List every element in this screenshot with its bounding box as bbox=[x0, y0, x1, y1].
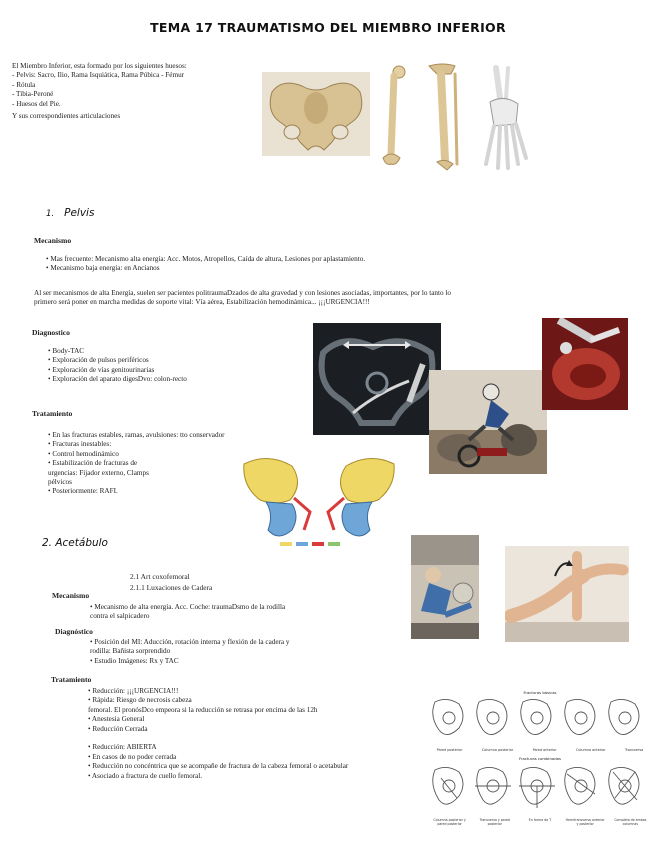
diagram-row-1-labels bbox=[427, 748, 653, 752]
leg-position-image bbox=[505, 546, 629, 642]
list-item: • Posición del MI: Aducción, rotación interna y flexión de la cadera y bbox=[90, 638, 290, 646]
surgery-image bbox=[542, 318, 628, 410]
acetabular-fracture-diagram bbox=[427, 690, 653, 842]
motorcycle-accident-image bbox=[429, 370, 547, 474]
list-item: • Mas frecuente: Mecanismo alta energía: Acc. Motos, Atropellos, Caída de altura, Lesiones por aplastamiento. bbox=[46, 255, 366, 263]
pelvis-tratamiento-list bbox=[48, 431, 225, 497]
list-item: • Control hemodinámico bbox=[48, 449, 119, 458]
pelvis-paragraph bbox=[34, 289, 451, 308]
diagram-row-2-labels bbox=[427, 818, 653, 826]
paragraph-line: Al ser mecanismos de alta Energía, suelen ser pacientes politraumaDzados de alta gravedad y con lesiones asociadas, importantes, por lo tanto lo bbox=[34, 289, 452, 297]
list-item: rodilla: Bañista sorprendido bbox=[90, 647, 171, 656]
list-item: • Body-TAC bbox=[48, 347, 85, 355]
list-item: • Mecanismo de alta energía. Acc. Coche: traumaDsmo de la rodilla bbox=[90, 603, 286, 611]
pelvis-diagnostico-list bbox=[48, 347, 187, 385]
list-item: contra el salpicadero bbox=[90, 612, 150, 621]
diagram-label: Columna posterior y pared posterior bbox=[433, 818, 466, 826]
list-item: • Exploración de pulsos periféricos bbox=[48, 356, 149, 365]
mecanismo-label: Mecanismo bbox=[52, 591, 90, 600]
intro-line: - Huesos del Pie. bbox=[12, 99, 61, 108]
subheading-art-coxofemoral: 2.1 Art coxofemoral bbox=[130, 572, 190, 581]
intro-line: - Tibia-Peroné bbox=[12, 90, 54, 99]
section-2-heading: 2. Acetábulo bbox=[42, 537, 108, 549]
acetabulo-diagnostico-list bbox=[90, 638, 290, 666]
tibia-fibula-image bbox=[423, 60, 465, 172]
diagnostico-label: Diagnóstico bbox=[55, 627, 93, 636]
diagram-row-1-icons bbox=[427, 696, 653, 746]
list-item: • Exploración de vías genitourinarias bbox=[48, 365, 155, 374]
tratamiento-label: Tratamiento bbox=[32, 409, 73, 418]
car-crash-image bbox=[411, 535, 479, 639]
list-item: • Reducción: ABIERTA bbox=[88, 743, 157, 752]
list-item: urgencias: Fijador externo, Clamps bbox=[48, 468, 149, 477]
diagram-label: En forma de T bbox=[528, 818, 552, 822]
diagram-label: Transversa bbox=[624, 748, 644, 752]
page-title: TEMA 17 TRAUMATISMO DEL MIEMBRO INFERIOR bbox=[150, 20, 506, 35]
list-item: • Mecanismo baja energía: en Ancianos bbox=[46, 264, 160, 273]
femur-image bbox=[378, 64, 408, 170]
list-item: • Reducción no concéntrica que se acompañe de fractura de la cabeza femoral o acetabular bbox=[88, 762, 349, 771]
acetabulo-tratamiento-list bbox=[88, 687, 348, 781]
list-item bbox=[88, 734, 348, 743]
section-number: 1. bbox=[46, 209, 55, 219]
diagram-label: Hemitransversa anterior y posterior bbox=[565, 818, 605, 826]
intro-line: - Rótula bbox=[12, 80, 36, 89]
mecanismo-label: Mecanismo bbox=[34, 236, 72, 245]
pelvis-anatomy-diagram bbox=[234, 450, 404, 552]
list-item: • Exploración del aparato digesDvo: colon-recto bbox=[48, 375, 187, 384]
list-item: • Asociado a fractura de cuello femoral. bbox=[88, 771, 203, 780]
intro-line: El Miembro Inferior, esta formado por los siguientes huesos: bbox=[12, 62, 187, 70]
list-item: • Estudio Imágenes: Rx y TAC bbox=[90, 656, 179, 665]
list-item: femoral. El pronósDco empeora si la reducción se retrasa por encima de las 12h bbox=[88, 705, 318, 714]
diagram-label: Transversa y pared posterior bbox=[479, 818, 510, 826]
diagram-label: Pared anterior bbox=[532, 748, 557, 752]
pelvis-xray-image bbox=[313, 323, 441, 435]
acetabulo-mecanismo-list bbox=[90, 603, 285, 622]
subheading-luxaciones: 2.1.1 Luxaciones de Cadera bbox=[130, 583, 213, 592]
intro-block bbox=[12, 62, 187, 121]
list-item: • Posteriormente: RAFI. bbox=[48, 487, 118, 496]
pelvis-mecanismo-list bbox=[46, 255, 365, 274]
diagnostico-label: Diagnostico bbox=[32, 328, 70, 337]
list-item: • En las fracturas estables, ramas, avulsiones: tto conservador bbox=[48, 431, 225, 439]
foot-bones-image bbox=[476, 64, 532, 174]
diagram-subheader: Fracturas combinadas bbox=[519, 756, 561, 761]
diagram-label: Completa de ambas columnas bbox=[614, 818, 647, 826]
list-item: • Rápida: Riesgo de necrosis cabeza bbox=[88, 696, 192, 705]
diagram-label: Columna posterior bbox=[481, 748, 514, 752]
intro-closing: Y sus correspondientes articulaciones bbox=[12, 112, 121, 121]
list-item: pélvicos bbox=[48, 478, 72, 487]
list-item: • Reducción Cerrada bbox=[88, 724, 148, 733]
diagram-row-2-icons bbox=[427, 764, 653, 816]
list-item: • Estabilización de fracturas de bbox=[48, 459, 138, 468]
intro-line: - Pelvis: Sacro, Ilio, Rama Isquiática, Rama Púbica - Fémur bbox=[12, 71, 185, 80]
section-1-heading bbox=[46, 207, 94, 219]
section-title: Pelvis bbox=[64, 207, 95, 219]
list-item: • Anestesia General bbox=[88, 715, 145, 724]
paragraph-line: primero será poner en marcha medidas de soporte vital: Vía aérea, Estabilización hemodinámica... ¡¡¡URGENCIA!!! bbox=[34, 298, 370, 307]
list-item: • Reducción: ¡¡¡URGENCIA!!! bbox=[88, 687, 179, 695]
list-item: • En casos de no poder cerrada bbox=[88, 752, 177, 761]
diagram-label: Pared posterior bbox=[436, 748, 463, 752]
diagram-label: Columna anterior bbox=[576, 748, 606, 752]
pelvis-image bbox=[262, 72, 370, 156]
list-item: • Fracturas inestables: bbox=[48, 440, 112, 449]
diagram-header: Fracturas básicas bbox=[523, 690, 557, 695]
tratamiento-label: Tratamiento bbox=[51, 675, 92, 684]
